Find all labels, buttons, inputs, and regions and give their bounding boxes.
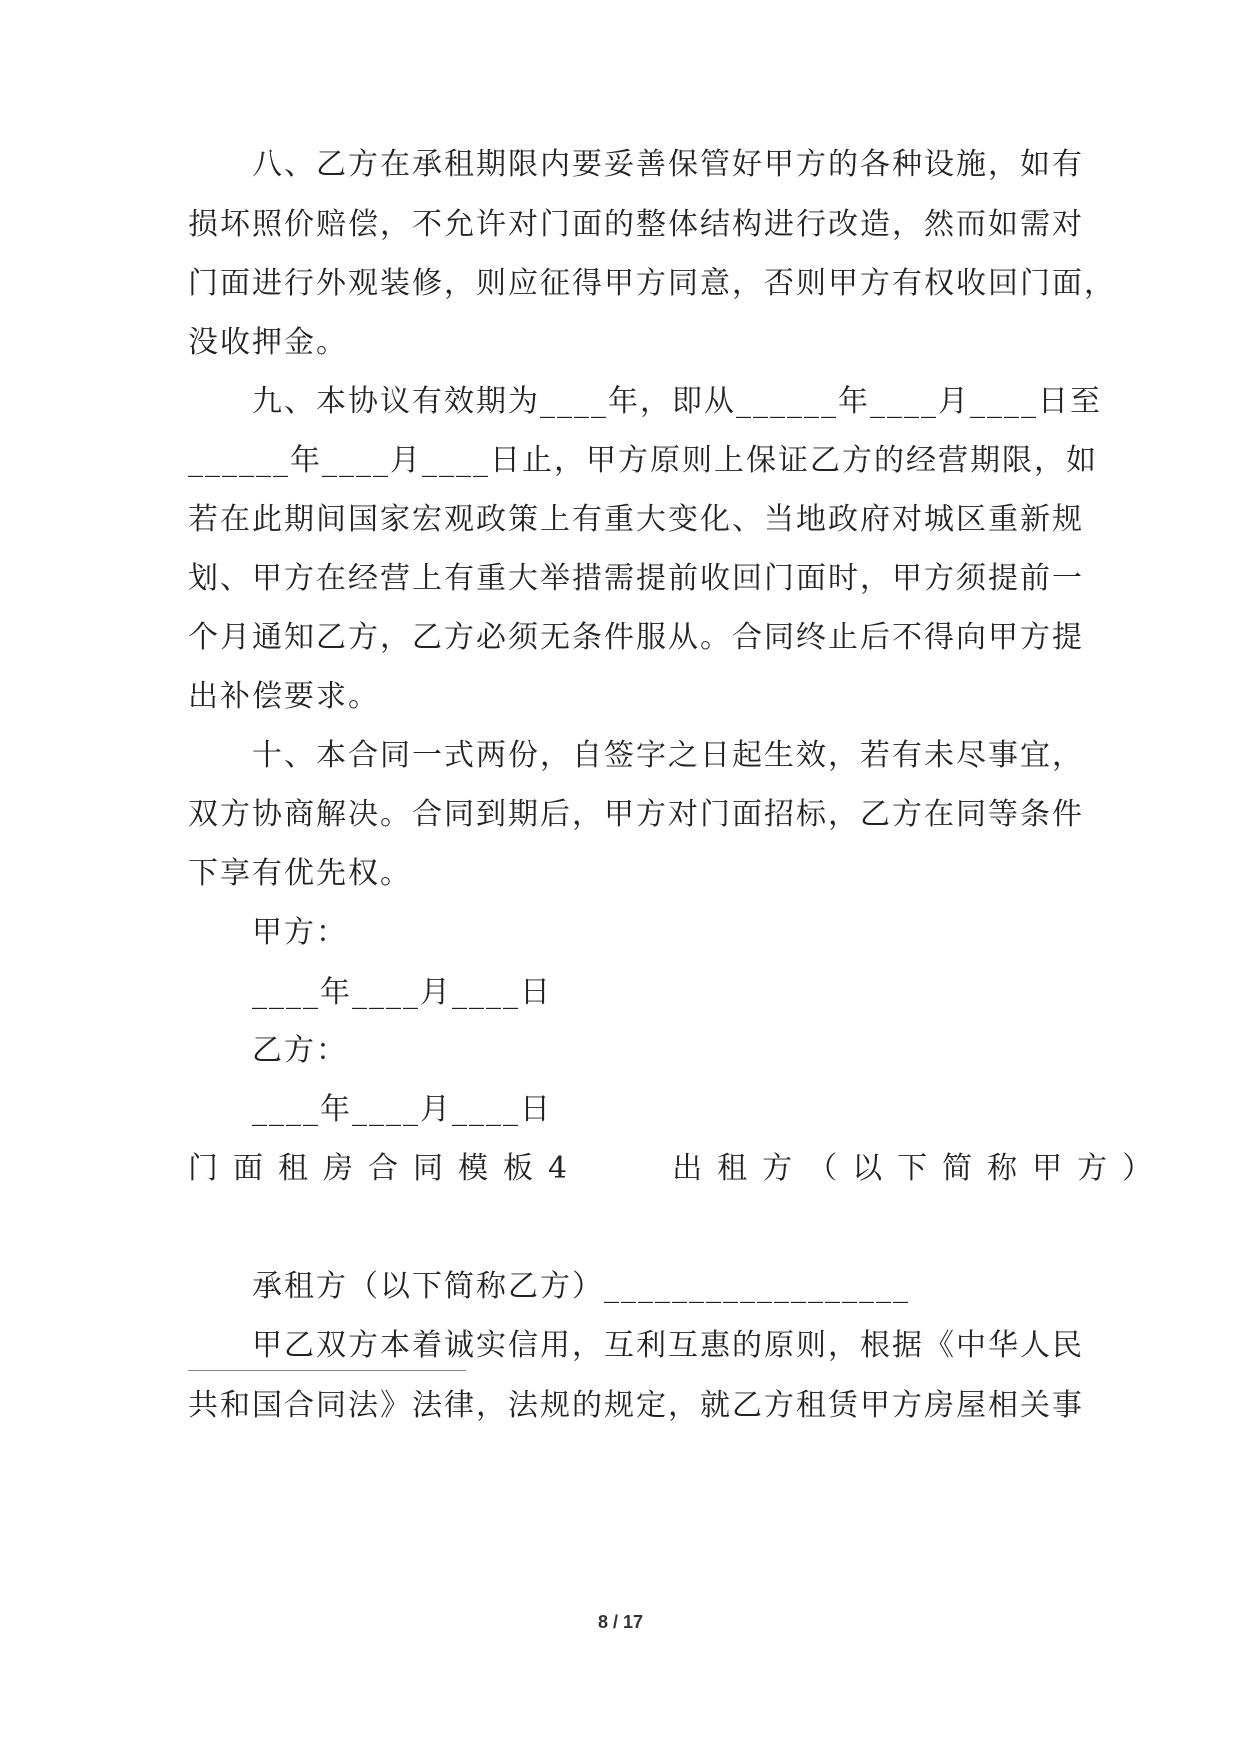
lessor-blank-line [188, 1370, 466, 1371]
paragraph-10-line-1: 十、本合同一式两份，自签字之日起生效，若有未尽事宜， [252, 738, 1084, 773]
page-number: 8 / 17 [597, 1612, 644, 1632]
paragraph-9-line-3: 若在此期间国家宏观政策上有重大变化、当地政府对城区重新规 [188, 502, 1084, 537]
paragraph-8-line-4: 没收押金。 [188, 325, 348, 360]
party-b-label: 乙方： [252, 1033, 348, 1068]
paragraph-8-line-1: 八、乙方在承租期限内要妥善保管好甲方的各种设施，如有 [252, 147, 1084, 182]
party-a-date: ____年____月____日 [252, 975, 552, 1010]
paragraph-9-line-2: ______年____月____日止，甲方原则上保证乙方的经营期限，如 [188, 443, 1098, 478]
paragraph-9-line-6: 出补偿要求。 [188, 679, 380, 714]
paragraph-9-line-5: 个月通知乙方，乙方必须无条件服从。合同终止后不得向甲方提 [188, 620, 1084, 655]
paragraph-10-line-3: 下享有优先权。 [188, 856, 412, 891]
party-a-label: 甲方： [252, 915, 348, 950]
paragraph-8-line-2: 损坏照价赔偿，不允许对门面的整体结构进行改造，然而如需对 [188, 207, 1084, 242]
preamble-line-1: 甲乙双方本着诚实信用，互利互惠的原则，根据《中华人民 [252, 1328, 1084, 1363]
party-b-date: ____年____月____日 [252, 1092, 552, 1127]
paragraph-8-line-3: 门面进行外观装修，则应征得甲方同意，否则甲方有权收回门面， [188, 266, 1116, 301]
paragraph-9-line-4: 划、甲方在经营上有重大举措需提前收回门面时，甲方须提前一 [188, 561, 1084, 596]
lessee-line: 承租方（以下简称乙方）__________________ [252, 1269, 910, 1304]
preamble-line-2: 共和国合同法》法律，法规的规定，就乙方租赁甲方房屋相关事 [188, 1388, 1084, 1423]
paragraph-9-line-1: 九、本协议有效期为____年，即从______年____月____日至 [252, 384, 1102, 419]
template-4-heading: 门面租房合同模板4 出租方（以下简称甲方） [188, 1151, 1168, 1186]
paragraph-10-line-2: 双方协商解决。合同到期后，甲方对门面招标，乙方在同等条件 [188, 797, 1084, 832]
